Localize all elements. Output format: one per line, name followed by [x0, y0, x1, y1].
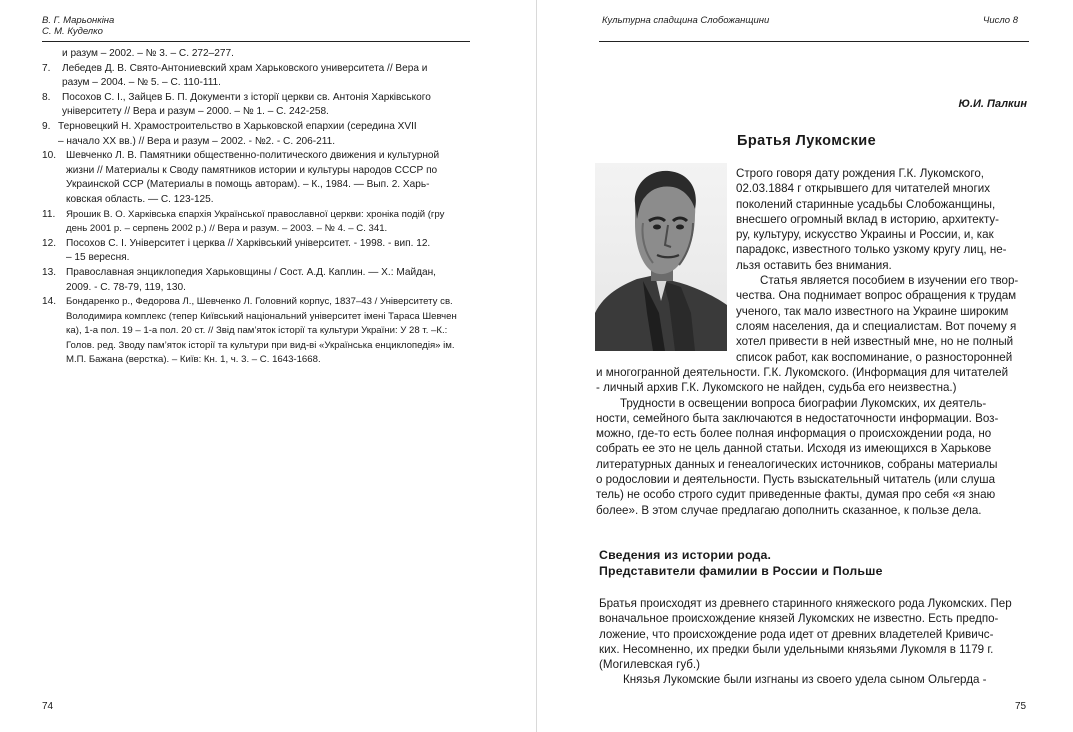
section-heading — [599, 548, 883, 579]
body-line: более». В этом случае предлагаю дополнить сказанное, к пользе дела. — [596, 503, 982, 517]
body-line: воначальное происхождение князей Лукомских не известно. Есть предпо- — [599, 612, 999, 626]
body-line: поколений старинные усадьбы Слобожанщины, — [736, 197, 996, 211]
reference-number: 12. — [42, 237, 57, 249]
reference-line: жизни // Материалы к Своду памятников истории и культуры народов СССР по — [66, 164, 438, 176]
reference-item-8 — [42, 91, 498, 120]
reference-number: 13. — [42, 266, 57, 278]
reference-line: Посохов С. І. Університет і церква // Харківський університет. - 1998. - вип. 12. — [66, 237, 431, 249]
reference-text — [58, 120, 498, 149]
reference-item-14 — [42, 295, 498, 368]
body-line: Статья является пособием в изучении его твор- — [760, 274, 1019, 288]
reference-line: ковская область. — С. 123-125. — [66, 193, 214, 205]
reference-line: Голов. ред. Зводу пам’яток історії та культури при вид-ві «Українська енциклопедія» ім. — [66, 339, 455, 351]
reference-line: – 15 вересня. — [66, 252, 130, 264]
body-line: льзя оставить без внимания. — [736, 258, 892, 272]
reference-line: ка), 1-а пол. 19 – 1-а пол. 20 ст. // Звід пам’яток історії та культури України: У 28 т. –К.: — [66, 325, 448, 337]
right-page — [537, 0, 1073, 732]
running-head-author-1: В. Г. Марьонкіна — [42, 15, 115, 26]
reference-line: день 2001 р. – серпень 2002 р.) // Вера и разум. – 2003. – № 4. – С. 341. — [66, 223, 388, 235]
body-line: ру, культуру, искусство Украины и России, и, как — [736, 228, 994, 242]
reference-number: 9. — [42, 120, 51, 132]
article-author: Ю.И. Палкин — [958, 98, 1027, 110]
reference-item-9 — [42, 120, 498, 149]
body-line: ложение, что происхождение рода идет от древних владетелей Кривичс- — [599, 627, 994, 641]
body-line: парадокс, известного только узкому кругу лиц, не- — [736, 243, 1007, 257]
intro-beside-photo — [736, 166, 1026, 365]
body-line: ученого, так мало известного на Украине широким — [736, 304, 1009, 318]
body-line: чества. Она поднимает вопрос обращения к трудам — [736, 289, 1017, 303]
reference-number: 10. — [42, 150, 57, 162]
reference-text — [62, 91, 498, 120]
portrait-photo-icon — [595, 163, 727, 351]
body-line: Братья происходят из древнего старинного княжеского рода Лукомских. Пер — [599, 597, 1012, 610]
header-rule — [599, 41, 1029, 42]
running-head-issue: Число 8 — [983, 15, 1018, 26]
section-body — [599, 596, 1029, 688]
section-heading-line: Сведения из истории рода. — [599, 548, 772, 562]
body-line: 02.03.1884 г открывшего для читателей многих — [736, 182, 990, 196]
body-line: Князья Лукомские были изгнаны из своего удела сыном Ольгерда - — [623, 673, 987, 687]
body-line: - личный архив Г.К. Лукомского не найден, судьба его неизвестна.) — [596, 381, 957, 395]
body-line: список работ, как воспоминание, о разносторонней — [736, 350, 1013, 364]
reference-line: М.П. Бажана (верстка). – Київ: Кн. 1, ч. 3. – С. 1643-1668. — [66, 354, 321, 366]
reference-line: Терновецкий Н. Храмостроительство в Харьковской епархии (середина XVII — [58, 120, 417, 132]
body-line: ких. Несомненно, их предки были удельными князьями Лукомля в 1179 г. — [599, 642, 994, 656]
running-head-authors — [42, 15, 114, 37]
reference-list — [42, 47, 498, 368]
body-line: (Могилевская губ.) — [599, 658, 700, 672]
header-rule — [42, 41, 470, 42]
reference-line: університету // Вера и разум – 2000. – № 1. – С. 242-258. — [62, 106, 329, 118]
reference-number: 14. — [42, 296, 57, 308]
body-line: слоям населения, да и специалистам. Вот почему я — [736, 319, 1017, 333]
section-heading-line: Представители фамилии в России и Польше — [599, 563, 883, 578]
reference-text — [66, 149, 498, 207]
page-number-right: 75 — [1015, 701, 1027, 712]
reference-continuation: и разум – 2002. – № 3. – С. 272–277. — [62, 48, 234, 59]
reference-line: Володимира комплекс (тепер Київський національний університет імені Тараса Шевчен — [66, 310, 457, 322]
reference-number: 7. — [42, 62, 51, 74]
reference-item-13 — [42, 266, 498, 295]
reference-line: Бондаренко р., Федорова Л., Шевченко Л. Головний корпус, 1837–43 / Університету св. — [66, 296, 453, 308]
body-line: можно, где-то есть более полная информация о происхождении рода, но — [596, 427, 992, 441]
reference-line: Лебедев Д. В. Свято-Антониевский храм Харьковского университета // Вера и — [62, 62, 428, 74]
reference-item-10 — [42, 149, 498, 207]
body-line: Трудности в освещении вопроса биографии Лукомских, их деятель- — [620, 396, 987, 410]
body-line: ности, семейного быта заключаются в недостаточности информации. Воз- — [596, 411, 999, 425]
body-line: внесшего огромный вклад в историю, архитекту- — [736, 212, 1000, 226]
reference-number: 11. — [42, 208, 56, 220]
body-line: литературных данных и генеалогических источников, собраны материалы — [596, 457, 998, 471]
body-line: собрать ее это не цель данной статьи. Исходя из имеющихся в Харькове — [596, 442, 992, 456]
reference-line: разум – 2004. – № 5. – С. 110-111. — [62, 77, 221, 89]
body-line: хотел привести в ней известный мне, но не полный — [736, 335, 1014, 349]
reference-line: Ярошик В. О. Харківська єпархія Української православної церкви: хроніка подій (гру — [66, 208, 445, 220]
reference-text — [66, 295, 498, 368]
reference-item-7 — [42, 62, 498, 91]
page-number-left: 74 — [42, 701, 54, 712]
reference-text — [66, 208, 498, 237]
body-line: о родословии и деятельности. Пусть взыскательный читатель (или слуша — [596, 473, 996, 487]
reference-text — [66, 266, 498, 295]
reference-line: Украинской ССР (Материалы в помощь авторам). – К., 1984. — Вып. 2. Харь- — [66, 179, 430, 191]
intro-full-width — [596, 365, 1028, 518]
reference-line: Посохов С. І., Зайцев Б. П. Документи з історії церкви св. Антонія Харківського — [62, 91, 431, 103]
body-line: Строго говоря дату рождения Г.К. Лукомского, — [736, 167, 984, 180]
reference-text — [62, 62, 498, 91]
body-line: тель) не особо строго судит приведенные факты, думая про себя «я знаю — [596, 488, 996, 502]
running-head-journal: Культурна спадщина Слобожанщини — [602, 15, 770, 26]
reference-item-11 — [42, 208, 498, 237]
reference-line: 2009. - С. 78-79, 119, 130. — [66, 281, 186, 293]
article-title: Братья Лукомские — [737, 133, 877, 149]
running-head-author-2: С. М. Куделко — [42, 26, 103, 37]
reference-text — [66, 237, 498, 266]
reference-line: Православная энциклопедия Харьковщины / Сост. А.Д. Каплин. — Х.: Майдан, — [66, 266, 436, 278]
body-line: и многогранной деятельности. Г.К. Лукомского. (Информация для читателей — [596, 366, 1009, 379]
reference-line: – начало XX вв.) // Вера и разум – 2002. - №2. - С. 206-211. — [58, 135, 336, 147]
reference-item-12 — [42, 237, 498, 266]
reference-line: Шевченко Л. В. Памятники общественно-политического движения и культурной — [66, 150, 440, 162]
reference-number: 8. — [42, 91, 51, 103]
